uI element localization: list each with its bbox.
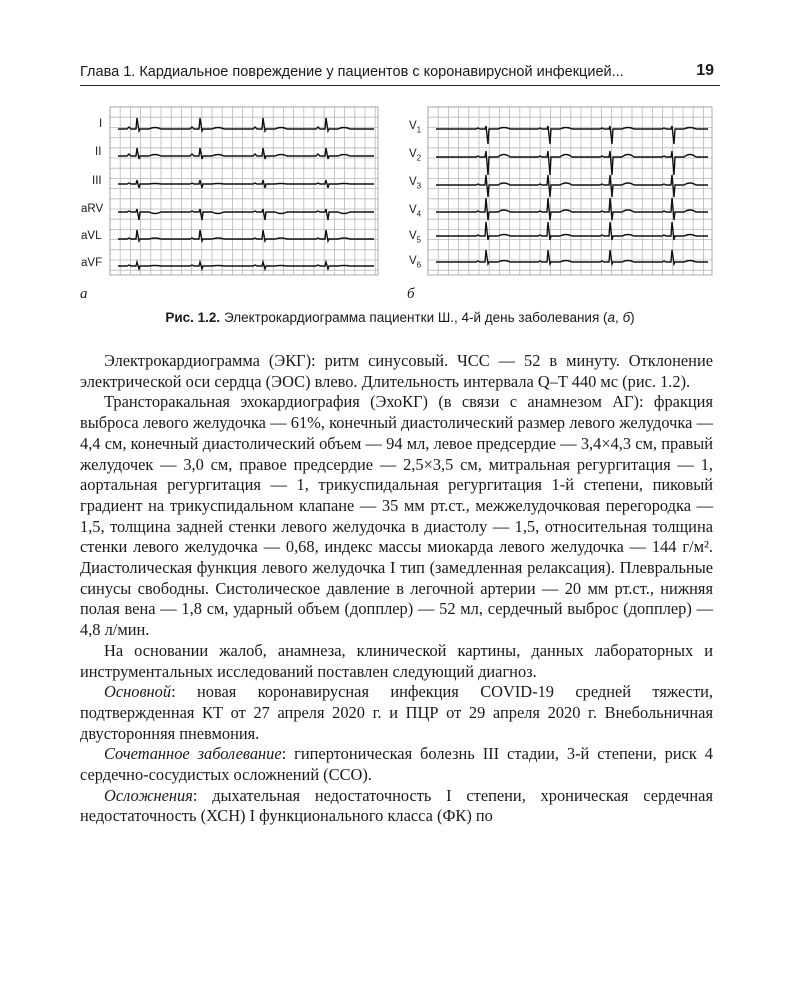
figure-caption: Рис. 1.2. Электрокардиограмма пациентки Ш., 4-й день заболевания (а, б) (165, 310, 635, 325)
lead-label-V5: $V_5$ (409, 230, 422, 245)
lead-label-V3: $V_3$ (409, 176, 422, 191)
paragraph-main-diagnosis: Основной: новая коронавирусная инфекция COVID-19 средней тяжести, подтвержденная КТ от 27 апреля 2020 г. и ПЦР от 29 апреля 2020 г. Внебольничная двусторонняя пневмония. (80, 682, 713, 743)
ecg-panel-b (406, 102, 716, 302)
lead-label-V2: $V_2$ (409, 148, 422, 163)
ecg-b-trace-6 (436, 250, 708, 264)
ecg-grid-limb-leads (80, 102, 380, 287)
lead-label-V1: $V_1$ (409, 120, 422, 135)
paragraph-comorbidity: Сочетанное заболевание: гипертоническая болезнь III стадии, 3-й степени, риск 4 сердечно-сосудистых осложнений (ССО). (80, 744, 713, 785)
lead-label-V6: $V_6$ (409, 255, 422, 270)
running-title: Глава 1. Кардиальное повреждение у пациентов с коронавирусной инфекцией... (80, 64, 624, 80)
ecg-b-trace-5 (436, 222, 708, 240)
ecg-b-grid (428, 107, 712, 275)
ecg-a-trace-2 (118, 148, 374, 159)
lead-label-aVL: aVL (81, 230, 102, 242)
ecg-panel-a (80, 102, 380, 302)
lead-label-aRV: aRV (81, 203, 104, 215)
lead-label-aVF: aVF (81, 257, 103, 269)
lead-label-III: III (92, 175, 102, 187)
paragraph-echo: Трансторакальная эхокардиография (ЭхоКГ) (в связи с анамнезом АГ): фракция выброса левого желудочка — 61%, конечный диастолический размер левого желудочка — 4,4 см, конечный диастолический объем — 94 мл, левое предсердие — 3,4×4,3 см, правый желудочек — 3,0 см, правое предсердие — 2,5×3,5 см, митральная регургитация — 1, аортальная регургитация — 1, трикуспидальная регургитация 1-й степени, пиковый градиент на трикуспидальном клапане — 35 мм рт.ст., межжелудочковая перегородка — 1,5, толщина задней стенки левого желудочка в диастолу — 1,5, относительная толщина стенки левого желудочка — 0,68, индекс массы миокарда левого желудочка — 144 г/м². Диастолическая функция левого желудочка I тип (замедленная релаксация). Плевральные синусы свободны. Систолическое давление в легочной артерии — 20 мм рт.ст., нижняя полая вена — 1,8 см, ударный объем (допплер) — 52 мл, сердечный выброс (допплер) — 4,8 л/мин. (80, 392, 713, 640)
ecg-a-trace-3 (118, 180, 374, 188)
ecg-grid-chest-leads (406, 102, 716, 287)
body-text (80, 351, 713, 827)
running-header (80, 60, 720, 86)
ecg-a-grid (110, 107, 378, 275)
caption-number: Рис. 1.2. (165, 310, 221, 325)
ecg-a-trace-4 (118, 209, 374, 220)
ecg-b-trace-1 (436, 126, 708, 144)
ecg-a-trace-6 (118, 262, 374, 269)
paragraph-diagnosis-intro: На основании жалоб, анамнеза, клинической картины, данных лабораторных и инструментальных исследований поставлен следующий диагноз. (80, 640, 713, 681)
paragraph-ecg: Электрокардиограмма (ЭКГ): ритм синусовый. ЧСС — 52 в минуту. Отклонение электрической оси сердца (ЭОС) влево. Длительность интервала Q–T 440 мс (рис. 1.2). (80, 351, 713, 391)
ecg-b-trace-2 (436, 151, 708, 175)
ecg-a-trace-1 (118, 118, 374, 131)
header-rule (80, 85, 720, 86)
lead-label-V4: $V_4$ (409, 204, 422, 219)
lead-label-I: I (99, 118, 103, 130)
panel-label-b: б (407, 286, 415, 302)
panel-label-a: а (80, 286, 88, 302)
page-number: 19 (696, 62, 714, 79)
lead-label-II: II (95, 146, 102, 158)
paragraph-complications: Осложнения: дыхательная недостаточность I степени, хроническая сердечная недостаточность (ХСН) I функционального класса (ФК) по (80, 785, 713, 826)
